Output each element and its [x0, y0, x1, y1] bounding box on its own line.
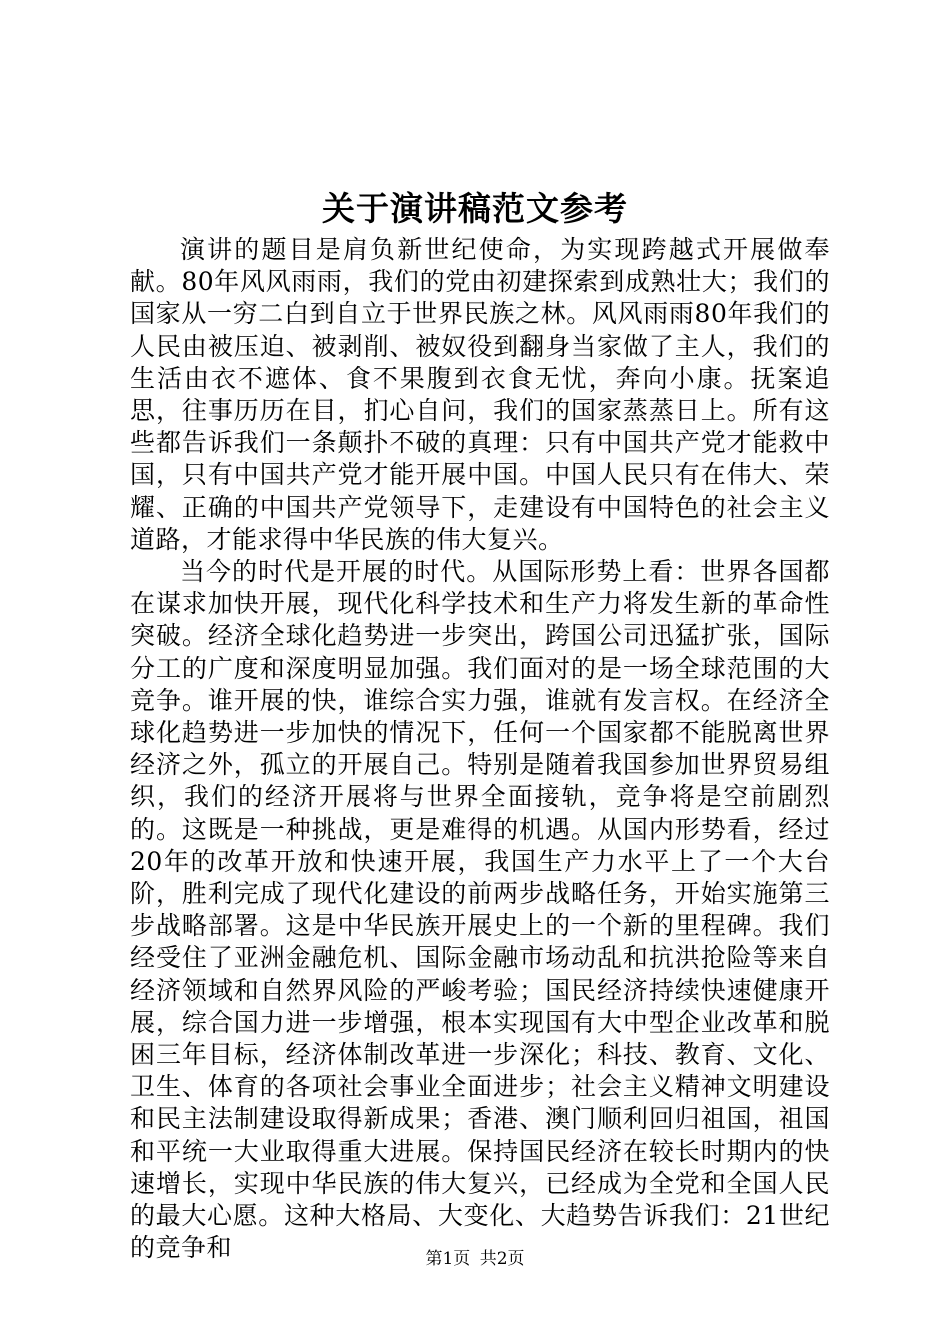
page-total: 共2页 [479, 1249, 525, 1269]
paragraph-1: 演讲的题目是肩负新世纪使命，为实现跨越式开展做奉献。80年风风雨雨，我们的党由初建探索到成熟壮大；我们的国家从一穷二白到自立于世界民族之林。风风雨雨80年我们的人民由被压迫、被剥削、被奴役到翻身当家做了主人，我们的生活由衣不遮体、食不果腹到衣食无忧，奔向小康。抚案追思，往事历历在目，扪心自问，我们的国家蒸蒸日上。所有这些都告诉我们一条颠扑不破的真理：只有中国共产党才能救中国，只有中国共产党才能开展中国。中国人民只有在伟大、荣耀、正确的中国共产党领导下，走建设有中国特色的社会主义道路，才能求得中华民族的伟大复兴。 [130, 235, 830, 554]
page-title: 关于演讲稿范文参考 [322, 189, 628, 228]
page-number: 第1页 [425, 1249, 471, 1269]
page-footer [0, 1248, 950, 1270]
document-body [130, 234, 830, 1265]
paragraph-2: 当今的时代是开展的时代。从国际形势上看：世界各国都在谋求加快开展，现代化科学技术和生产力将发生新的革命性突破。经济全球化趋势进一步突出，跨国公司迅猛扩张，国际分工的广度和深度明显加强。我们面对的是一场全球范围的大竞争。谁开展的快，谁综合实力强，谁就有发言权。在经济全球化趋势进一步加快的情况下，任何一个国家都不能脱离世界经济之外，孤立的开展自己。特别是随着我国参加世界贸易组织，我们的经济开展将与世界全面接轨，竞争将是空前剧烈的。这既是一种挑战，更是难得的机遇。从国内形势看，经过20年的改革开放和快速开展，我国生产力水平上了一个大台阶，胜利完成了现代化建设的前两步战略任务，开始实施第三步战略部署。这是中华民族开展史上的一个新的里程碑。我们经受住了亚洲金融危机、国际金融市场动乱和抗洪抢险等来自经济领域和自然界风险的严峻考验；国民经济持续快速健康开展，综合国力进一步增强，根本实现国有大中型企业改革和脱困三年目标，经济体制改革进一步深化；科技、教育、文化、卫生、体育的各项社会事业全面进步；社会主义精神文明建设和民主法制建设取得新成果；香港、澳门顺利回归祖国，祖国和平统一大业取得重大进展。保持国民经济在较长时期内的快速增长，实现中华民族的伟大复兴，已经成为全党和全国人民的最大心愿。这种大格局、大变化、大趋势告诉我们：21世纪的竞争和 [130, 557, 830, 1263]
